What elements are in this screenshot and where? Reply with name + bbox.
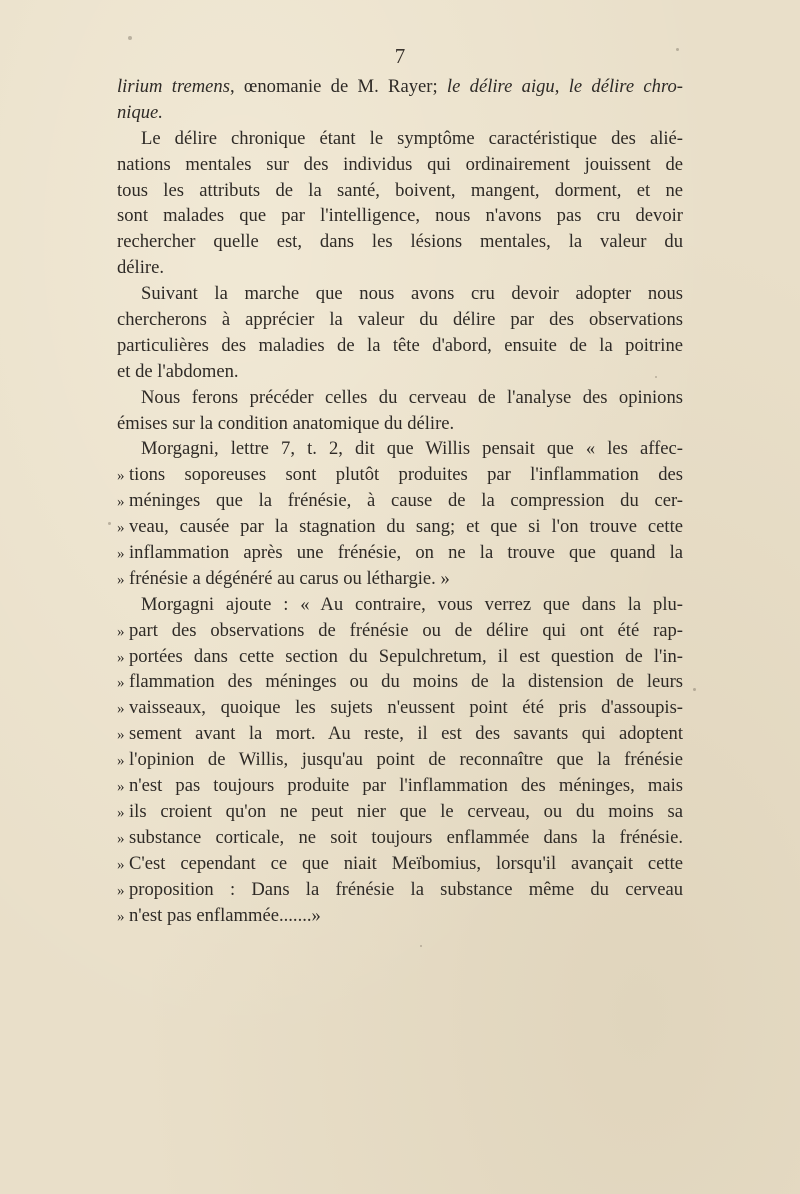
text-segment: frénésie a dégénéré au carus ou léthargie. » xyxy=(129,567,450,589)
text-segment: veau, causée par la stagnation du sang; et que si l'on trouve cette xyxy=(129,516,683,538)
text-segment: Suivant la marche que nous avons cru devoir adopter nous xyxy=(141,283,683,305)
paper-speck xyxy=(676,48,679,51)
text-line xyxy=(117,825,683,851)
text-segment: émises sur la condition anatomique du délire. xyxy=(117,412,455,434)
text-line xyxy=(117,359,683,385)
text-segment: portées dans cette section du Sepulchretum, il est question de l'in- xyxy=(129,645,683,667)
text-segment: délire. xyxy=(117,257,164,279)
text-line xyxy=(117,126,683,152)
quote-mark: » xyxy=(117,494,125,511)
text-segment: , œnomanie de M. Rayer; xyxy=(229,76,447,97)
text-line xyxy=(117,669,683,695)
italic-text: le délire aigu xyxy=(446,76,555,97)
text-line xyxy=(117,100,683,126)
text-segment: l'opinion de Willis, jusqu'au point de reconnaître que la frénésie xyxy=(129,749,683,771)
text-line xyxy=(117,721,683,747)
quote-mark: » xyxy=(117,856,125,873)
text-segment: sement avant la mort. Au reste, il est des savants qui adoptent xyxy=(129,723,683,745)
quote-mark: » xyxy=(117,520,125,537)
text-line xyxy=(117,436,683,462)
text-line xyxy=(117,592,683,618)
paper-speck xyxy=(108,522,111,525)
text-segment: Morgagni ajoute : « Au contraire, vous verrez que dans la plu- xyxy=(141,593,683,615)
text-segment: n'est pas toujours produite par l'inflammation des méninges, mais xyxy=(129,775,683,797)
text-line xyxy=(117,851,683,877)
text-line xyxy=(117,773,683,799)
paper-speck xyxy=(655,376,657,378)
text-segment: C'est cependant ce que niait Meïbomius, lorsqu'il avançait cette xyxy=(129,852,683,874)
quote-mark: » xyxy=(117,908,125,925)
text-line xyxy=(117,618,683,644)
quote-mark: » xyxy=(117,830,125,847)
text-line xyxy=(117,540,683,566)
text-segment: tions soporeuses sont plutôt produites par l'inflammation des xyxy=(129,464,683,486)
italic-text: nique. xyxy=(117,101,163,123)
paper-speck xyxy=(128,36,132,40)
quote-mark: » xyxy=(117,804,125,821)
body-text xyxy=(117,74,683,928)
text-line xyxy=(117,462,683,488)
text-line xyxy=(117,255,683,281)
quote-mark: » xyxy=(117,882,125,899)
text-segment: ils croient qu'on ne peut nier que le cerveau, ou du moins sa xyxy=(129,800,683,822)
text-segment: rechercher quelle est, dans les lésions mentales, la valeur du xyxy=(117,231,683,253)
quote-mark: » xyxy=(117,753,125,770)
text-segment: n'est pas enflammée.......» xyxy=(129,904,321,926)
quote-mark: » xyxy=(117,468,125,485)
quote-mark: » xyxy=(117,571,125,588)
text-segment: substance corticale, ne soit toujours enflammée dans la frénésie. xyxy=(129,826,683,848)
quote-mark: » xyxy=(117,546,125,563)
quote-mark: » xyxy=(117,701,125,718)
text-segment: nations mentales sur des individus qui ordinairement jouissent de xyxy=(117,153,683,175)
text-segment: flammation des méninges ou du moins de la distension de leurs xyxy=(129,671,683,693)
text-line xyxy=(117,385,683,411)
text-line xyxy=(117,333,683,359)
italic-text: le délire chro- xyxy=(568,76,683,97)
text-line xyxy=(117,903,683,929)
text-line xyxy=(117,152,683,178)
text-segment: et de l'abdomen. xyxy=(117,360,239,382)
text-segment: , xyxy=(554,76,569,97)
text-line xyxy=(117,229,683,255)
text-line xyxy=(117,488,683,514)
text-line xyxy=(117,799,683,825)
quote-mark: » xyxy=(117,675,125,692)
text-segment: proposition : Dans la frénésie la substance même du cerveau xyxy=(129,878,683,900)
text-segment: sont malades que par l'intelligence, nous n'avons pas cru devoir xyxy=(117,205,683,227)
page-number: 7 xyxy=(394,44,406,68)
text-line xyxy=(117,514,683,540)
text-segment: Morgagni, lettre 7, t. 2, dit que Willis pensait que « les affec- xyxy=(141,438,683,460)
text-line xyxy=(117,203,683,229)
text-segment: Le délire chronique étant le symptôme caractéristique des alié- xyxy=(141,127,683,149)
text-segment: méninges que la frénésie, à cause de la compression du cer- xyxy=(129,490,683,512)
italic-text: lirium tremens xyxy=(117,76,230,97)
text-line xyxy=(117,74,683,100)
text-line xyxy=(117,178,683,204)
quote-mark: » xyxy=(117,727,125,744)
text-segment: particulières des maladies de la tête d'abord, ensuite de la poitrine xyxy=(117,334,683,356)
text-segment: vaisseaux, quoique les sujets n'eussent point été pris d'assoupis- xyxy=(129,697,683,719)
text-segment: Nous ferons précéder celles du cerveau de l'analyse des opinions xyxy=(141,386,683,408)
quote-mark: » xyxy=(117,623,125,640)
text-segment: part des observations de frénésie ou de délire qui ont été rap- xyxy=(129,619,683,641)
text-line xyxy=(117,877,683,903)
text-segment: inflammation après une frénésie, on ne la trouve que quand la xyxy=(129,542,683,564)
text-line xyxy=(117,307,683,333)
text-line xyxy=(117,747,683,773)
text-line xyxy=(117,644,683,670)
text-segment: chercherons à apprécier la valeur du délire par des observations xyxy=(117,309,683,331)
text-segment: tous les attributs de la santé, boivent, mangent, dorment, et ne xyxy=(117,179,683,201)
paper-speck xyxy=(420,945,422,947)
paper-speck xyxy=(693,688,696,691)
text-line xyxy=(117,695,683,721)
text-line xyxy=(117,281,683,307)
quote-mark: » xyxy=(117,649,125,666)
text-line xyxy=(117,566,683,592)
quote-mark: » xyxy=(117,779,125,796)
text-line xyxy=(117,411,683,437)
